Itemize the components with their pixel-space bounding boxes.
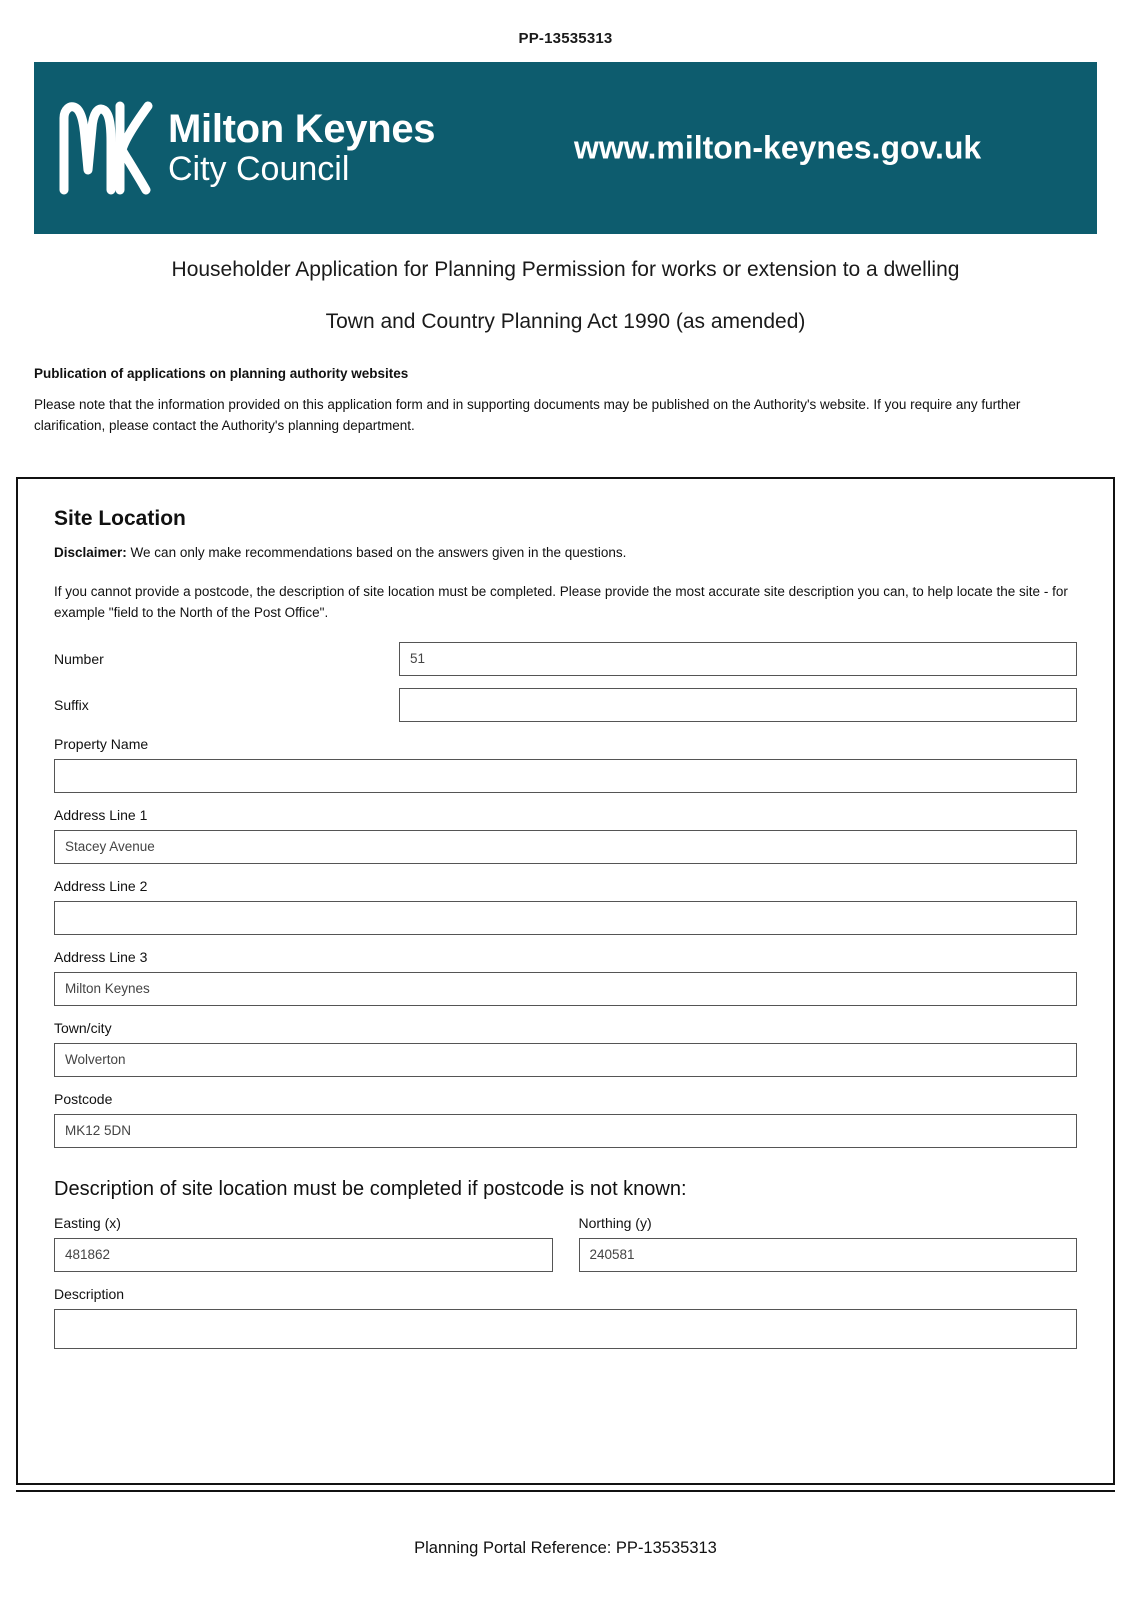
page-title: Householder Application for Planning Permission for works or extension to a dwelling bbox=[171, 258, 960, 281]
mk-monogram-icon bbox=[58, 98, 154, 198]
site-location-form bbox=[54, 642, 1077, 1148]
logo-line-2: City Council bbox=[168, 150, 350, 189]
town-label: Town/city bbox=[54, 1019, 112, 1036]
property-name-row bbox=[54, 736, 1077, 793]
suffix-label: Suffix bbox=[54, 696, 89, 713]
town-input[interactable]: Wolverton bbox=[54, 1043, 1077, 1077]
address-line-2-label: Address Line 2 bbox=[54, 877, 148, 894]
logo-line-1: Milton Keynes bbox=[168, 107, 436, 152]
postcode-row bbox=[54, 1091, 1077, 1148]
council-website-url: www.milton-keynes.gov.uk bbox=[574, 129, 982, 166]
easting-group bbox=[54, 1215, 553, 1272]
property-name-input[interactable] bbox=[54, 759, 1077, 793]
council-logo bbox=[34, 98, 435, 198]
help-text: If you cannot provide a postcode, the description of site location must be completed. Please provide the most accurate site description you can, to help locate the site - for example "field to the North of the Post Office". bbox=[54, 584, 1068, 620]
description-input[interactable] bbox=[54, 1309, 1077, 1349]
disclaimer-label: Disclaimer: bbox=[54, 545, 127, 560]
footer-divider bbox=[16, 1490, 1115, 1492]
footer-reference: Planning Portal Reference: PP-13535313 bbox=[414, 1539, 717, 1557]
publication-note-heading: Publication of applications on planning authority websites bbox=[34, 366, 409, 381]
number-label: Number bbox=[54, 650, 104, 667]
top-reference: PP-13535313 bbox=[518, 30, 613, 47]
council-header-band bbox=[34, 62, 1097, 234]
northing-group bbox=[579, 1215, 1078, 1272]
easting-input[interactable]: 481862 bbox=[54, 1238, 553, 1272]
address-line-3-row bbox=[54, 949, 1077, 1006]
town-row bbox=[54, 1020, 1077, 1077]
disclaimer-text: We can only make recommendations based on the answers given in the questions. bbox=[126, 545, 627, 560]
easting-label: Easting (x) bbox=[54, 1214, 121, 1231]
section-title: Site Location bbox=[54, 507, 186, 530]
address-line-1-label: Address Line 1 bbox=[54, 806, 148, 823]
suffix-input[interactable] bbox=[399, 688, 1077, 722]
page-subtitle: Town and Country Planning Act 1990 (as amended) bbox=[325, 310, 806, 333]
suffix-row bbox=[54, 688, 1077, 722]
address-line-2-input[interactable] bbox=[54, 901, 1077, 935]
address-line-1-input[interactable]: Stacey Avenue bbox=[54, 830, 1077, 864]
number-input[interactable]: 51 bbox=[399, 642, 1077, 676]
number-row bbox=[54, 642, 1077, 676]
publication-note-body: Please note that the information provided on this application form and in supporting documents may be published on the Authority's website. If you require any further clarification, please contact the Authority's planning department. bbox=[34, 397, 1021, 433]
coordinates-row bbox=[54, 1215, 1077, 1272]
address-line-1-row bbox=[54, 807, 1077, 864]
site-location-section bbox=[16, 477, 1115, 1485]
property-name-label: Property Name bbox=[54, 735, 149, 752]
description-row bbox=[54, 1286, 1077, 1349]
northing-input[interactable]: 240581 bbox=[579, 1238, 1078, 1272]
description-heading: Description of site location must be completed if postcode is not known: bbox=[54, 1177, 687, 1200]
address-line-3-input[interactable]: Milton Keynes bbox=[54, 972, 1077, 1006]
address-line-2-row bbox=[54, 878, 1077, 935]
description-label: Description bbox=[54, 1285, 125, 1302]
postcode-input[interactable]: MK12 5DN bbox=[54, 1114, 1077, 1148]
northing-label: Northing (y) bbox=[578, 1214, 652, 1231]
address-line-3-label: Address Line 3 bbox=[54, 948, 148, 965]
disclaimer bbox=[54, 545, 1095, 560]
council-logo-text bbox=[168, 107, 436, 189]
postcode-label: Postcode bbox=[54, 1090, 113, 1107]
